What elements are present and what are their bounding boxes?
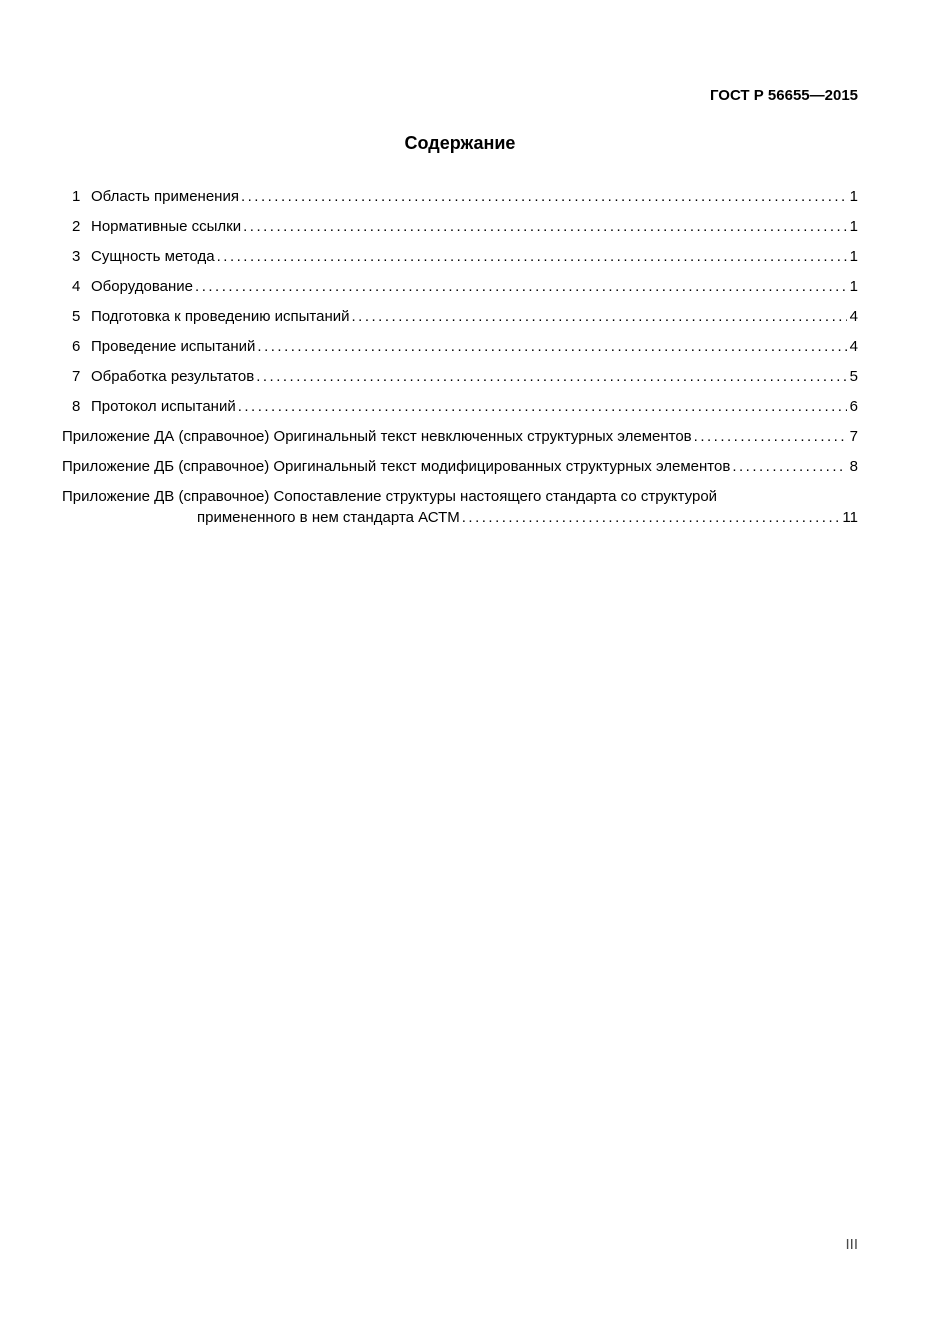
dot-leader [694,426,847,447]
toc-entry [62,216,858,237]
appendix-entry-page: 7 [849,428,858,445]
appendix-entry [62,486,858,528]
toc-entry-title: Протокол испытаний [91,398,236,415]
toc-entry-page: 1 [849,188,858,205]
toc-entry-title: Нормативные ссылки [91,218,242,235]
toc-entry-title: Сущность метода [91,248,215,265]
toc-entry [62,276,858,297]
toc-entry [62,396,858,417]
folio-page-number: III [845,1236,858,1253]
dot-leader [352,306,847,327]
dot-leader [238,396,847,417]
appendix-entry-title-line1: Приложение ДВ (справочное) Сопоставление структуры настоящего стандарта со структурой [62,488,718,505]
toc-entry-page: 4 [849,338,858,355]
dot-leader [257,336,846,357]
toc-entry-number: 4 [72,278,81,295]
dot-leader [195,276,847,297]
dot-leader [217,246,847,267]
toc-entry-page: 5 [849,368,858,385]
toc-entry-page: 1 [849,248,858,265]
doc-header: ГОСТ Р 56655—2015 [709,87,858,104]
dot-leader [462,507,840,528]
toc-entry-number: 8 [72,398,81,415]
toc-entry [62,186,858,207]
toc-entry-title: Обработка результатов [91,368,255,385]
toc-entry [62,336,858,357]
appendix-entry-title: Приложение ДА (справочное) Оригинальный текст невключенных структурных элементов [62,428,692,445]
dot-leader [243,216,847,237]
toc-entry-page: 1 [849,218,858,235]
appendix-entry-title: Приложение ДБ (справочное) Оригинальный текст модифицированных структурных элементов [62,458,731,475]
toc-entry-number: 1 [72,188,81,205]
appendix-entry [62,426,858,447]
toc-entry-number: 7 [72,368,81,385]
toc-entry-number: 3 [72,248,81,265]
toc-entry-title: Оборудование [91,278,194,295]
dot-leader [256,366,846,387]
appendix-entry-title-line2: примененного в нем стандарта АСТМ [197,509,460,526]
toc-entry [62,246,858,267]
appendix-entry-page: 8 [849,458,858,475]
toc-entry-title: Проведение испытаний [91,338,256,355]
appendix-entry-page: 11 [842,509,858,526]
dot-leader [241,186,847,207]
toc-entry [62,306,858,327]
page-title: Содержание [404,133,516,153]
toc-entry-number: 5 [72,308,81,325]
toc-entry [62,366,858,387]
toc-entry-page: 6 [849,398,858,415]
toc-entry-page: 4 [849,308,858,325]
toc-entry-number: 2 [72,218,81,235]
appendix-entry [62,456,858,477]
toc-entry-number: 6 [72,338,81,355]
toc-entry-title: Подготовка к проведению испытаний [91,308,350,325]
dot-leader [732,456,846,477]
toc-entry-page: 1 [849,278,858,295]
toc-entry-title: Область применения [91,188,239,205]
table-of-contents [62,186,858,537]
